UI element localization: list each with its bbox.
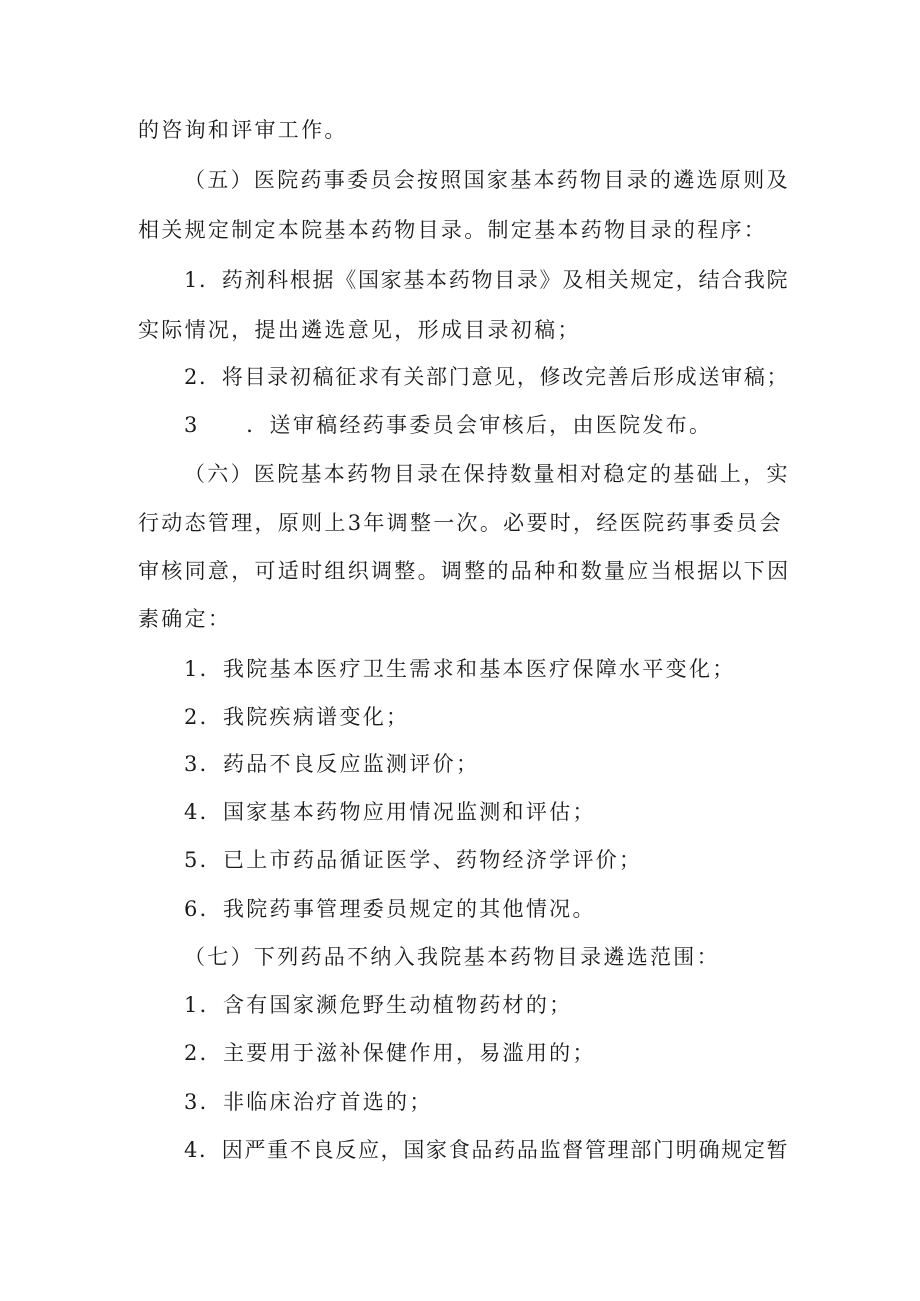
text-line: 3．非临床治疗首选的；: [184, 1090, 433, 1114]
text-line: 审核同意，可适时组织调整。调整的品种和数量应当根据以下因: [138, 559, 791, 583]
text-line: （七）下列药品不纳入我院基本药物目录遴选范围：: [184, 945, 720, 969]
text-line: 2．我院疾病谱变化；: [184, 705, 410, 729]
text-line: 2．将目录初稿征求有关部门意见，修改完善后形成送审稿；: [184, 365, 790, 389]
text-line: （六）医院基本药物目录在保持数量相对稳定的基础上，实: [184, 462, 790, 486]
text-line: 实际情况，提出遴选意见，形成目录初稿；: [138, 318, 581, 342]
text-line: 2．主要用于滋补保健作用，易滥用的；: [184, 1041, 596, 1065]
text-line: 素确定：: [138, 607, 232, 631]
text-line: 相关规定制定本院基本药物目录。制定基本药物目录的程序：: [138, 218, 768, 242]
text-line: 4．国家基本药物应用情况监测和评估；: [184, 800, 596, 824]
text-line: 1．含有国家濒危野生动植物药材的；: [184, 993, 573, 1017]
text-line: 3．药品不良反应监测评价；: [184, 752, 480, 776]
text-line: 6．我院药事管理委员规定的其他情况。: [184, 897, 596, 921]
text-line: （五）医院药事委员会按照国家基本药物目录的遴选原则及: [184, 168, 790, 192]
text-line: 1．药剂科根据《国家基本药物目录》及相关规定，结合我院: [184, 268, 790, 292]
text-line: 3 ．送审稿经药事委员会审核后，由医院发布。: [184, 413, 713, 437]
text-line: 4．因严重不良反应，国家食品药品监督管理部门明确规定暂: [184, 1138, 790, 1162]
text-line: 行动态管理，原则上3年调整一次。必要时，经医院药事委员会: [138, 511, 783, 535]
text-line: 的咨询和评审工作。: [138, 118, 348, 142]
text-line: 5．已上市药品循证医学、药物经济学评价；: [184, 848, 643, 872]
text-line: 1．我院基本医疗卫生需求和基本医疗保障水平变化；: [184, 657, 736, 681]
